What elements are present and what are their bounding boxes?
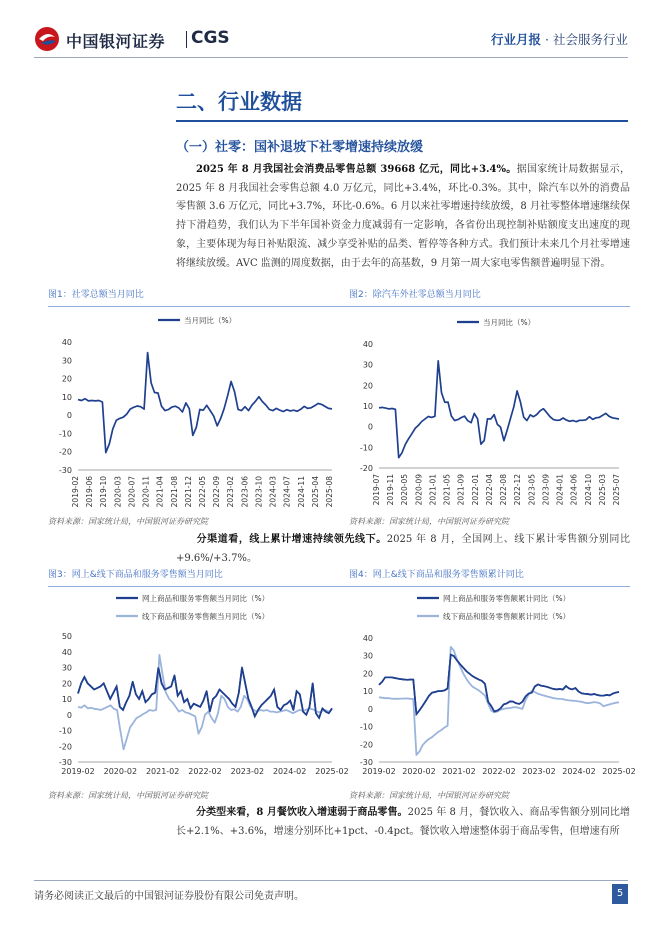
report-header-label	[491, 30, 628, 48]
x-tick-label: 2023-02	[522, 767, 556, 776]
y-tick-label: -30	[58, 466, 72, 475]
footer-disclaimer: 请务必阅读正文最后的中国银河证券股份有限公司免责声明。	[34, 891, 304, 902]
x-tick-label: 2024-02	[272, 767, 307, 776]
paragraph-2	[176, 531, 630, 568]
chart-4	[349, 568, 636, 788]
header-divider	[34, 57, 628, 58]
industry-name: 社会服务行业	[552, 32, 628, 47]
x-tick-label: 2022-05	[198, 476, 207, 508]
x-tick-label: 2020-05	[400, 474, 410, 506]
y-tick-label: 20	[362, 381, 373, 391]
paragraph-1-body: 据国家统计局数据显示，2025 年 8 月我国社会零售总额 4.0 万亿元，同比+3.4%，环比-0.3%。其中，除汽车以外的消费品零售额 3.6 万亿元，同比+3.7%，环比-0.6%。6 月以来社零增速持续放缓，8 月社零整体增速继续保持下滑趋势，我们认为下半年国补资金力度减弱有一定影响，各省份出现控制补贴额度支出速度的现象，主要体现为每日补贴限流、减少享受补贴的品类、暂停等各种方式。我们预计未来几个月社零增速将继续放缓。AVC 监测的周度数据，由于去年的高基数，9 月第一周大家电零售额普遍明显下滑。	[176, 164, 631, 269]
paragraph-3	[176, 804, 630, 841]
y-tick-label: -30	[359, 758, 373, 767]
x-tick-label: 2020-09	[414, 474, 424, 506]
paragraph-3-body: 2025 年 8 月，餐饮收入、商品零售额分别同比增长+2.1%、+3.6%，增速分别环比+1pct、-0.4pct。餐饮收入增速整体弱于商品零售，但增速有所	[176, 807, 630, 837]
chart-1	[48, 288, 350, 508]
y-tick-label: 10	[362, 687, 373, 697]
x-tick-label: 2020-03	[113, 476, 123, 508]
y-tick-label: 10	[61, 695, 72, 704]
paragraph-2-body: 2025 年 8 月，全国网上、线下累计零售额分别同比+9.6%/+3.7%。	[176, 534, 630, 564]
x-tick-label: 2025-04	[310, 476, 320, 508]
x-tick-label: 2024-07	[282, 476, 292, 508]
y-tick-label: 40	[362, 634, 373, 643]
y-tick-label: 20	[362, 669, 373, 679]
paragraph-1	[176, 161, 630, 273]
y-tick-label: -20	[359, 464, 373, 473]
x-tick-label: 2019-10	[99, 476, 109, 508]
logo-text-en: CGS	[191, 28, 230, 48]
x-tick-label: 2019-02	[61, 767, 95, 776]
x-tick-label: 2024-01	[555, 474, 565, 506]
x-tick-label: 2022-02	[482, 767, 516, 776]
x-tick-label: 2021-02	[145, 767, 180, 776]
x-tick-label: 2021-01	[428, 474, 438, 506]
x-tick-label: 2019-06	[85, 476, 95, 508]
paragraph-2-lead: 分渠道看，线上累计增速持续领先线下。	[196, 534, 387, 545]
y-tick-label: -10	[359, 443, 373, 453]
report-type: 行业月报	[491, 32, 542, 47]
chart-3	[48, 568, 350, 788]
logo-icon	[34, 26, 60, 52]
x-tick-label: 2021-12	[183, 476, 193, 508]
chart-2	[349, 288, 630, 506]
x-tick-label: 2022-02	[188, 767, 222, 776]
legend-label: 线下商品和服务零售额累计同比（%）	[443, 612, 571, 621]
x-tick-label: 2023-10	[254, 476, 264, 508]
figure-4	[349, 568, 636, 788]
figure-2-title: 图2：除汽车外社零总额当月同比	[349, 288, 630, 307]
y-tick-label: -10	[58, 429, 72, 439]
x-tick-label: 2020-07	[127, 476, 137, 508]
x-tick-label: 2020-02	[103, 767, 138, 776]
footer-divider	[34, 880, 628, 881]
x-tick-label: 2019-02	[362, 767, 396, 776]
y-tick-label: 0	[367, 422, 373, 432]
x-tick-label: 2023-09	[541, 474, 551, 506]
y-tick-label: 30	[362, 651, 373, 661]
logo-divider	[186, 31, 187, 48]
x-tick-label: 2025-08	[325, 476, 334, 508]
legend-label: 网上商品和服务零售额当月同比（%）	[142, 594, 270, 603]
x-tick-label: 2024-02	[562, 767, 596, 776]
x-tick-label: 2022-01	[470, 474, 480, 506]
x-tick-label: 2023-06	[240, 476, 250, 508]
x-tick-label: 2020-11	[141, 476, 151, 508]
section-divider	[176, 120, 628, 122]
y-tick-label: 0	[66, 411, 72, 421]
x-tick-label: 2025-03	[597, 474, 607, 506]
y-tick-label: -10	[359, 722, 373, 732]
x-tick-label: 2025-02	[315, 767, 349, 776]
legend-label: 当月同比（%）	[184, 316, 237, 325]
legend-label: 网上商品和服务零售额累计同比（%）	[443, 594, 571, 603]
subsection-title: （一）社零：国补退坡下社零增速持续放缓	[176, 140, 424, 155]
y-tick-label: -10	[58, 726, 72, 736]
x-tick-label: 2024-11	[296, 476, 306, 508]
series-line-1	[78, 353, 332, 453]
y-tick-label: 30	[61, 356, 72, 366]
figure-4-title: 图4：网上&线下商品和服务零售额累计同比	[349, 568, 630, 587]
y-tick-label: 20	[61, 679, 72, 689]
y-tick-label: 10	[362, 402, 373, 411]
series-line-1-top	[379, 655, 619, 715]
figure-1	[48, 288, 350, 508]
y-tick-label: -20	[359, 740, 373, 750]
y-tick-label: 30	[362, 360, 373, 370]
figure-2	[349, 288, 630, 506]
x-tick-label: 2021-02	[442, 767, 476, 776]
logo-text-cn: 中国银河证券	[66, 32, 166, 51]
y-tick-label: 0	[66, 710, 72, 720]
y-tick-label: 30	[61, 663, 72, 673]
section-title: 二、行业数据	[176, 90, 302, 114]
y-tick-label: -20	[58, 447, 72, 457]
y-tick-label: 40	[61, 647, 72, 657]
x-tick-label: 2022-12	[513, 474, 523, 506]
y-tick-label: 10	[61, 392, 72, 402]
x-tick-label: 2022-08	[499, 474, 509, 506]
x-tick-label: 2021-04	[155, 476, 165, 508]
x-tick-label: 2019-07	[372, 474, 381, 506]
figure-1-title: 图1：社零总额当月同比	[48, 288, 350, 307]
x-tick-label: 2023-02	[226, 476, 236, 508]
paragraph-3-lead: 分类型来看，8 月餐饮收入增速弱于商品零售。	[196, 807, 408, 818]
x-tick-label: 2025-07	[612, 474, 621, 506]
figure-1-source: 资料来源：国家统计局，中国银河证券研究院	[48, 517, 208, 526]
page-number: 5	[612, 884, 628, 904]
x-tick-label: 2023-05	[527, 474, 537, 506]
legend-label: 当月同比（%）	[483, 318, 536, 327]
x-tick-label: 2021-09	[456, 474, 466, 506]
x-tick-label: 2025-02	[602, 767, 636, 776]
y-tick-label: -20	[58, 742, 72, 752]
figure-2-source: 资料来源：国家统计局，中国银河证券研究院	[349, 517, 509, 526]
x-tick-label: 2024-06	[569, 474, 579, 506]
x-tick-label: 2022-09	[212, 476, 222, 508]
figure-3-title: 图3：网上&线下商品和服务零售额当月同比	[48, 568, 350, 587]
y-tick-label: 40	[362, 340, 373, 349]
x-tick-label: 2019-11	[386, 474, 396, 506]
x-tick-label: 2022-04	[484, 474, 494, 506]
series-line-1	[379, 361, 619, 458]
x-tick-label: 2019-02	[71, 476, 80, 508]
x-tick-label: 2021-05	[442, 474, 452, 506]
x-tick-label: 2021-08	[169, 476, 179, 508]
company-logo	[34, 24, 234, 54]
x-tick-label: 2023-02	[230, 767, 265, 776]
y-tick-label: 0	[367, 704, 373, 714]
y-tick-label: 20	[61, 374, 72, 384]
x-tick-label: 2024-10	[583, 474, 593, 506]
figure-3	[48, 568, 350, 788]
paragraph-1-lead: 2025 年 8 月我国社会消费品零售总额 39668 亿元，同比+3.4%。	[196, 164, 517, 175]
y-tick-label: 50	[61, 632, 72, 641]
figure-3-source: 资料来源：国家统计局，中国银河证券研究院	[48, 791, 208, 800]
y-tick-label: 40	[61, 338, 72, 347]
legend-label: 线下商品和服务零售额当月同比（%）	[142, 612, 270, 621]
x-tick-label: 2024-03	[268, 476, 278, 508]
figure-4-source: 资料来源：国家统计局，中国银河证券研究院	[349, 791, 509, 800]
header-separator: ·	[545, 32, 549, 47]
x-tick-label: 2020-02	[402, 767, 436, 776]
y-tick-label: -30	[58, 758, 72, 767]
